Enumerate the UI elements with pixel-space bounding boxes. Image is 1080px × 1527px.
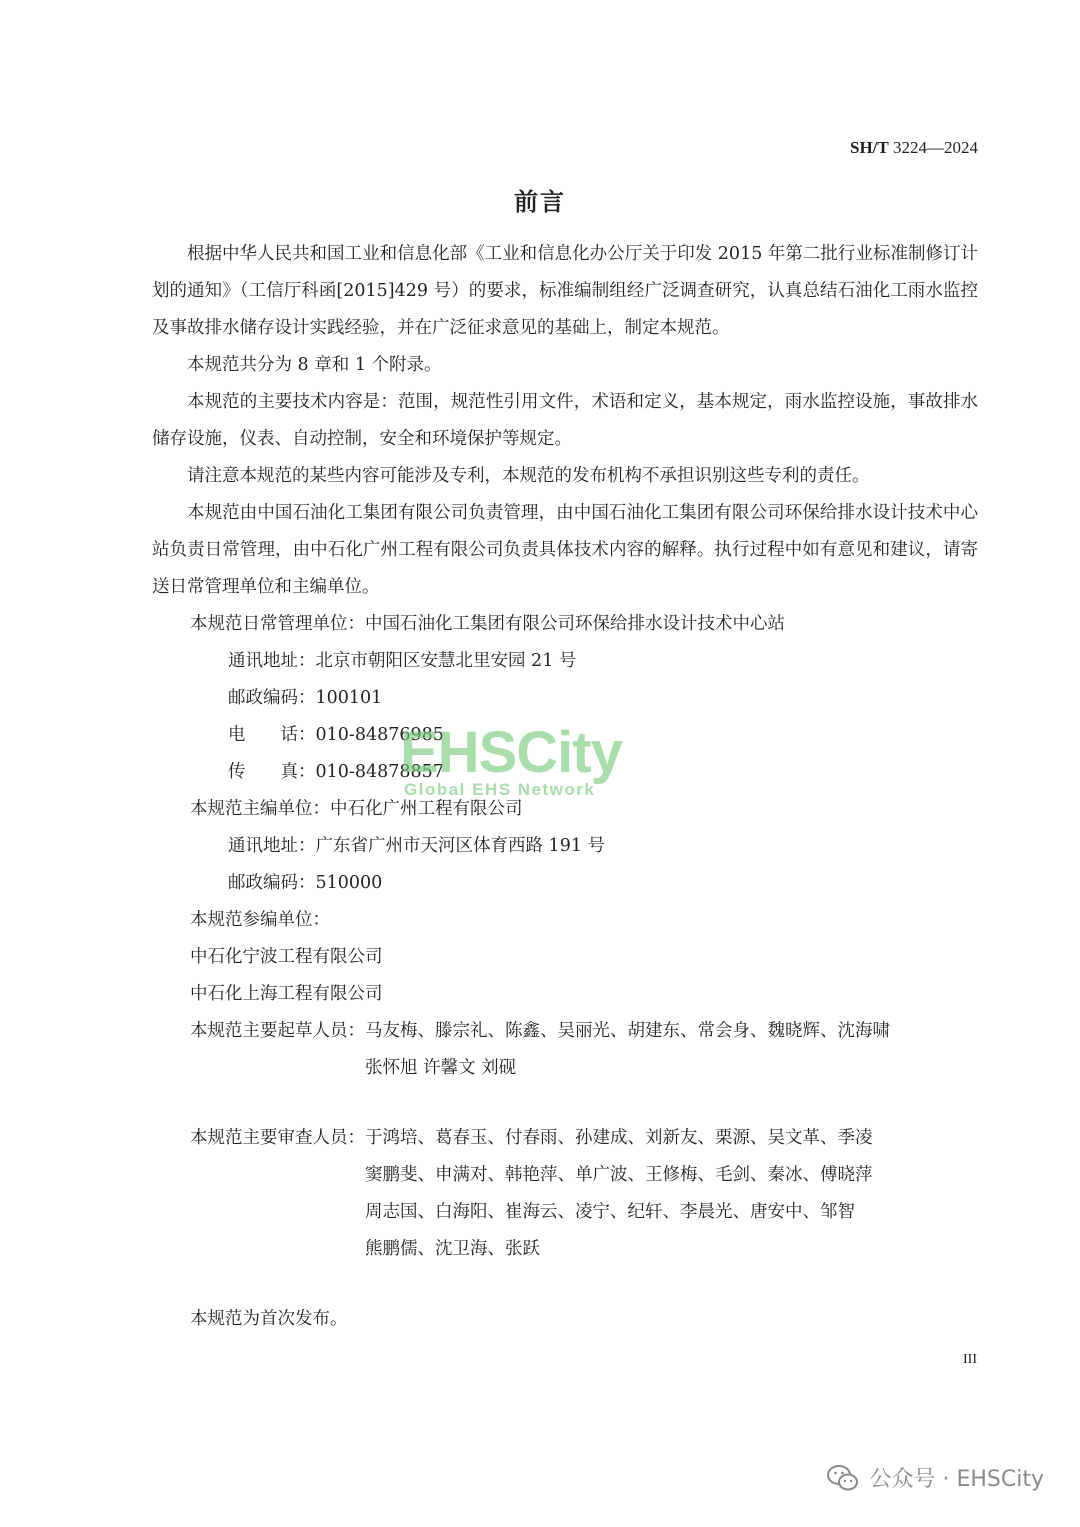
spacer: [152, 1268, 978, 1301]
drafters-names: [365, 1013, 978, 1087]
daily-unit-phone: 电 话：010-84876985: [228, 725, 444, 745]
paragraph-intro: 根据中华人民共和国工业和信息化部《工业和信息化办公厅关于印发 2015 年第二批行业标准制修订计划的通知》（工信厅科函[2015]429 号）的要求，标准编制组经广泛调查研究，认真总结石油化工雨水监控及事故排水储存设计实践经验，并在广泛征求意见的基础上，制定本规范。: [152, 244, 978, 338]
reviewers-line: 熊鹏儒、沈卫海、张跃: [365, 1239, 540, 1259]
standard-prefix: SH/T: [850, 138, 889, 157]
participant-unit: 中石化宁波工程有限公司: [190, 947, 383, 967]
drafters-line: 张怀旭 许馨文 刘砚: [365, 1058, 517, 1078]
closing-statement: 本规范为首次发布。: [190, 1309, 348, 1329]
reviewers-line: 于鸿培、葛春玉、付春雨、孙建成、刘新友、栗源、吴文革、季凌: [365, 1128, 873, 1148]
standard-code: [850, 138, 978, 158]
spacer: [152, 1087, 978, 1120]
paragraph-patent-notice: 请注意本规范的某些内容可能涉及专利，本规范的发布机构不承担识别这些专利的责任。: [187, 466, 870, 486]
reviewers-line: 窦鹏斐、申满对、韩艳萍、单广波、王修梅、毛剑、秦冰、傅晓萍: [365, 1165, 873, 1185]
reviewers-names: [365, 1120, 978, 1268]
watermark-logo-text: EHSCity: [400, 720, 622, 785]
drafters-label: 本规范主要起草人员：: [190, 1021, 365, 1041]
daily-unit-address: 通讯地址：北京市朝阳区安慧北里安园 21 号: [228, 651, 577, 671]
wechat-icon: [827, 1464, 859, 1492]
participant-units-label: 本规范参编单位：: [190, 910, 330, 930]
drafters-block: [152, 1013, 978, 1087]
reviewers-line: 周志国、白海阳、崔海云、凌宁、纪轩、李晨光、唐安中、邹智: [365, 1202, 855, 1222]
reviewers-block: [152, 1120, 978, 1268]
paragraph-chapters: 本规范共分为 8 章和 1 个附录。: [187, 355, 442, 375]
daily-unit-fax: 传 真：010-84878857: [228, 762, 444, 782]
participant-unit: 中石化上海工程有限公司: [190, 984, 383, 1004]
reviewers-label: 本规范主要审查人员：: [190, 1128, 365, 1148]
drafters-line: 马友梅、滕宗礼、陈鑫、吴丽光、胡建东、常会身、魏晓辉、沈海啸: [365, 1021, 890, 1041]
page-number: III: [963, 1352, 977, 1367]
daily-management-unit: 本规范日常管理单位：中国石油化工集团有限公司环保给排水设计技术中心站: [190, 614, 785, 634]
document-body: [152, 236, 978, 1338]
paragraph-management: 本规范由中国石油化工集团有限公司负责管理，由中国石油化工集团有限公司环保给排水设计技术中心站负责日常管理，由中石化广州工程有限公司负责具体技术内容的解释。执行过程中如有意见和建议，请寄送日常管理单位和主编单位。: [152, 503, 978, 597]
daily-unit-postcode: 邮政编码：100101: [228, 688, 383, 708]
paragraph-main-content: 本规范的主要技术内容是：范围，规范性引用文件，术语和定义，基本规定，雨水监控设施，事故排水储存设施，仪表、自动控制，安全和环境保护等规定。: [152, 392, 978, 449]
chief-editor-unit: 本规范主编单位：中石化广州工程有限公司: [190, 799, 523, 819]
chief-unit-address: 通讯地址：广东省广州市天河区体育西路 191 号: [228, 836, 606, 856]
page-title: 前言: [514, 187, 566, 216]
footer-account-text: 公众号 · EHSCity: [869, 1467, 1044, 1492]
watermark-tagline: Global EHS Network: [404, 780, 596, 799]
standard-number: 3224—2024: [893, 138, 978, 157]
chief-unit-postcode: 邮政编码：510000: [228, 873, 383, 893]
wechat-footer: [827, 1462, 1044, 1493]
